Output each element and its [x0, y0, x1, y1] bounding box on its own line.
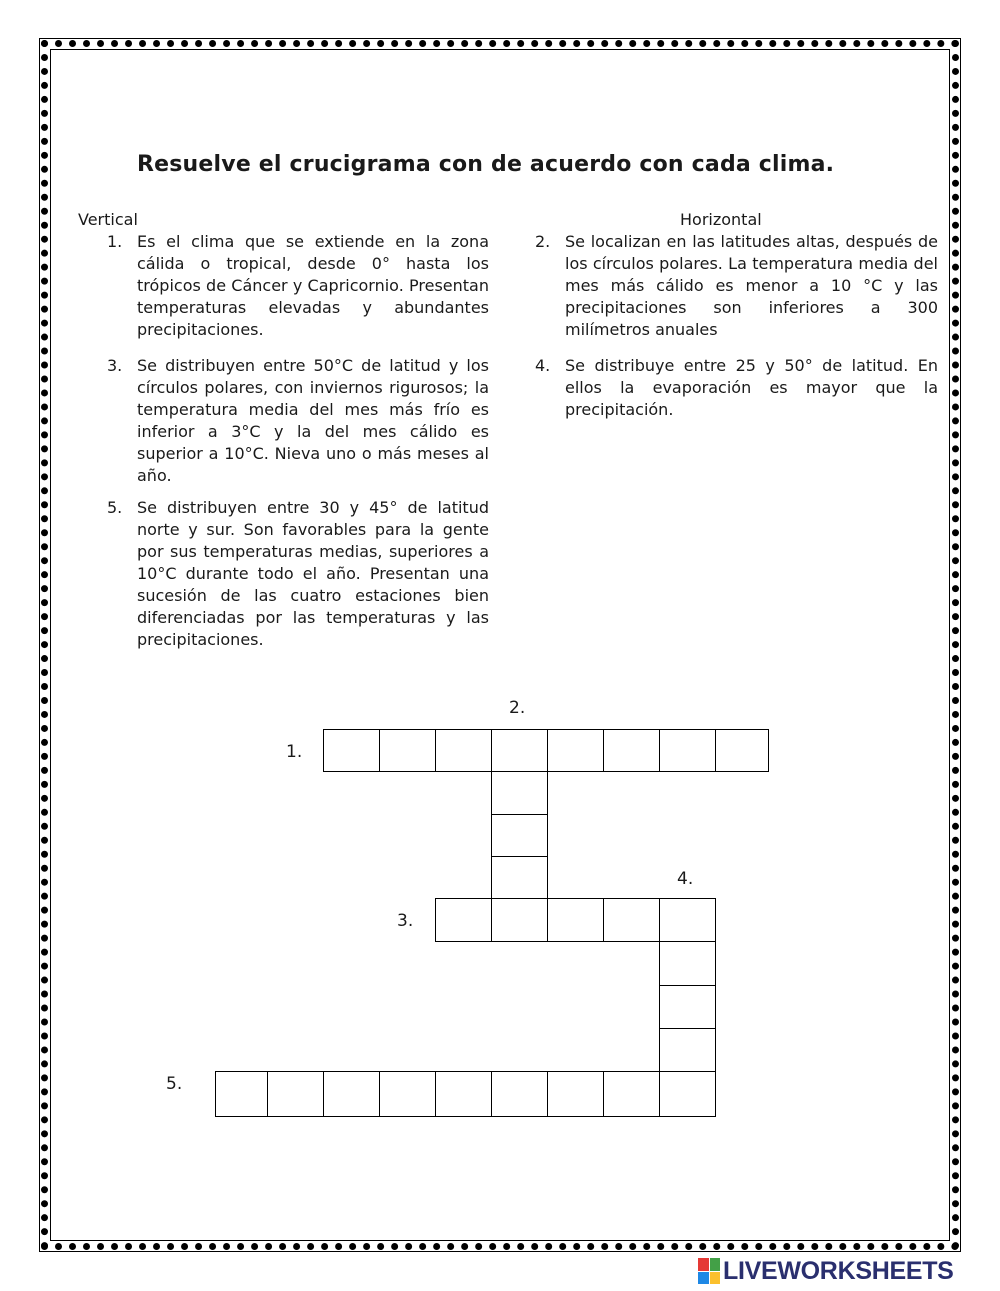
crossword-cell[interactable]: [491, 814, 548, 857]
clue-number: 3.: [107, 356, 123, 375]
crossword-cell[interactable]: [491, 771, 548, 815]
vertical-heading: Vertical: [78, 210, 138, 229]
clue-number: 4.: [535, 356, 551, 375]
crossword-cell[interactable]: [323, 1071, 380, 1117]
clue-number: 5.: [107, 498, 123, 517]
crossword-cell[interactable]: [603, 1071, 660, 1117]
vertical-clue-5: [107, 497, 489, 651]
horizontal-clue-2: [535, 231, 938, 341]
worksheet-title: Resuelve el crucigrama con de acuerdo con cada clima.: [137, 152, 835, 177]
crossword-label-3: 3.: [397, 911, 414, 931]
crossword-label-1: 1.: [286, 742, 303, 762]
crossword-cell[interactable]: [491, 1071, 548, 1117]
clue-text: Se distribuyen entre 30 y 45° de latitud norte y sur. Son favorables para la gente por sus temperaturas medias, superiores a 10°C durante todo el año. Presentan una sucesión de las cuatro estaciones bien diferenciadas por las temperaturas y las precipitaciones.: [137, 498, 489, 649]
crossword-cell[interactable]: [491, 898, 548, 942]
clue-text: Se distribuyen entre 50°C de latitud y los círculos polares, con inviernos rigurosos; la temperatura media del mes más frío es inferior a 3°C y la del mes cálido es superior a 10°C. Nieva uno o más meses al año.: [137, 356, 489, 485]
crossword-label-4: 4.: [677, 869, 694, 889]
clue-number: 1.: [107, 232, 123, 251]
crossword-cell[interactable]: [547, 1071, 604, 1117]
brand-name: LIVEWORKSHEETS: [723, 1256, 954, 1285]
crossword-cell[interactable]: [547, 898, 604, 942]
crossword-cell[interactable]: [491, 856, 548, 899]
clue-text: Se localizan en las latitudes altas, después de los círculos polares. La temperatura media del mes más cálido es menor a 10 °C y las precipitaciones son inferiores a 300 milímetros anuales: [565, 232, 938, 339]
crossword-cell[interactable]: [435, 1071, 492, 1117]
crossword-label-5: 5.: [166, 1074, 183, 1094]
crossword-cell[interactable]: [659, 1071, 716, 1117]
crossword-cell[interactable]: [603, 898, 660, 942]
crossword-cell[interactable]: [659, 985, 716, 1029]
horizontal-heading: Horizontal: [680, 210, 762, 229]
crossword-cell[interactable]: [659, 898, 716, 942]
crossword-cell[interactable]: [603, 729, 660, 772]
crossword-cell[interactable]: [323, 729, 380, 772]
crossword-label-2: 2.: [509, 698, 526, 718]
crossword-cell[interactable]: [547, 729, 604, 772]
crossword-cell[interactable]: [379, 1071, 436, 1117]
crossword-cell[interactable]: [659, 729, 716, 772]
liveworksheets-logo: [698, 1256, 998, 1286]
crossword-cell[interactable]: [491, 729, 548, 772]
clue-text: Es el clima que se extiende en la zona cálida o tropical, desde 0° hasta los trópicos de Cáncer y Capricornio. Presentan temperaturas elevadas y abundantes precipitaciones.: [137, 232, 489, 339]
vertical-clue-3: [107, 355, 489, 487]
crossword-cell[interactable]: [659, 941, 716, 986]
crossword-cell[interactable]: [715, 729, 769, 772]
crossword-cell[interactable]: [435, 898, 492, 942]
crossword-cell[interactable]: [659, 1028, 716, 1072]
crossword-cell[interactable]: [215, 1071, 268, 1117]
clue-text: Se distribuye entre 25 y 50° de latitud. En ellos la evaporación es mayor que la precipitación.: [565, 356, 938, 419]
clue-number: 2.: [535, 232, 551, 251]
crossword-cell[interactable]: [435, 729, 492, 772]
crossword-cell[interactable]: [267, 1071, 324, 1117]
horizontal-clue-4: [535, 355, 938, 421]
liveworksheets-mark-icon: [698, 1258, 720, 1284]
vertical-clue-1: [107, 231, 489, 341]
crossword-cell[interactable]: [379, 729, 436, 772]
